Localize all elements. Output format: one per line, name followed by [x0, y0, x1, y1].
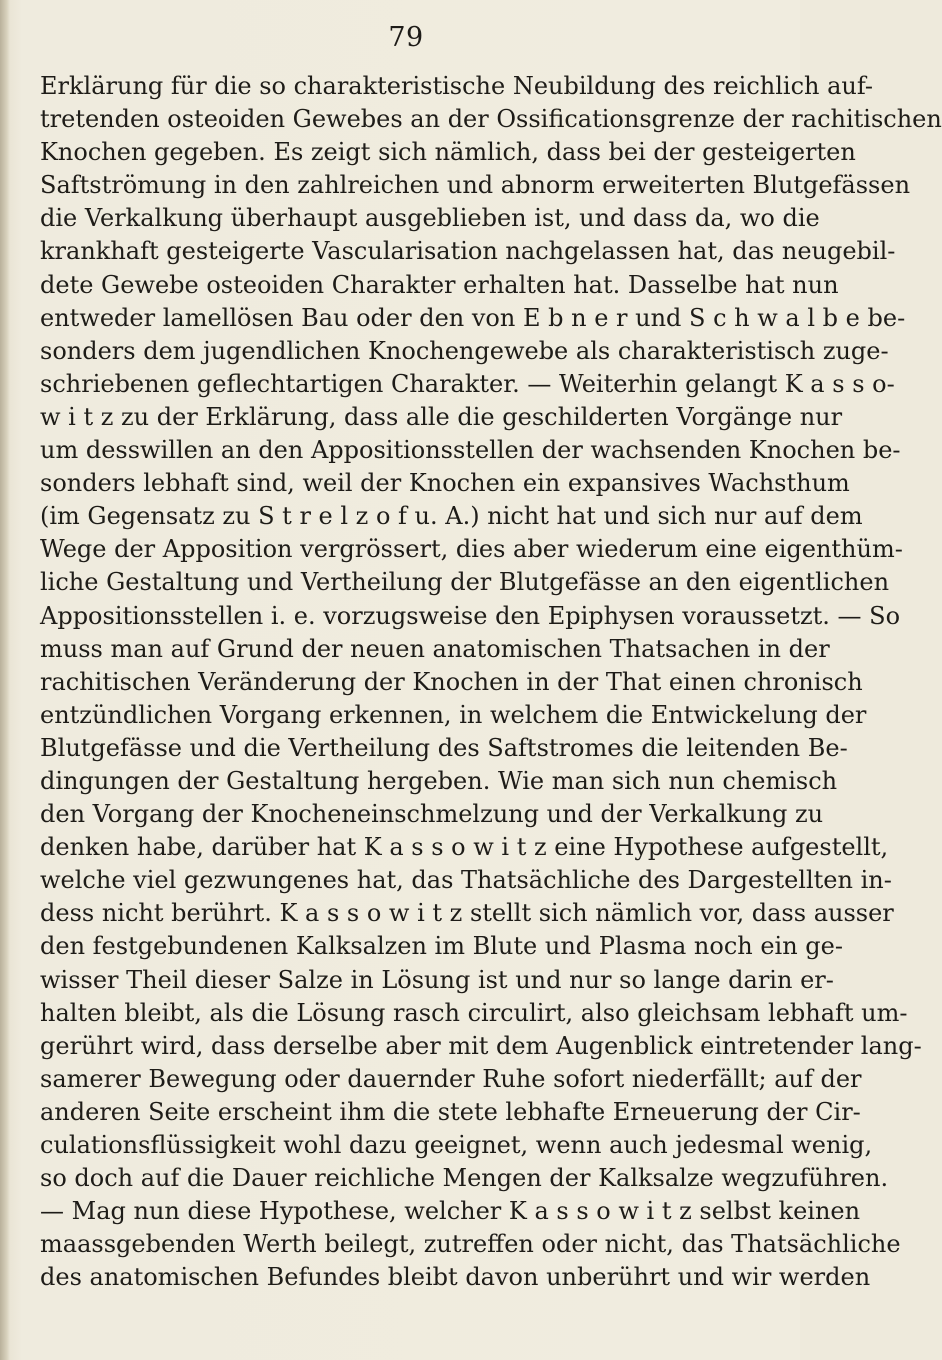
text-line: halten bleibt, als die Lösung rasch circulirt, also gleichsam lebhaft um-	[40, 998, 908, 1027]
text-line: sonders dem jugendlichen Knochengewebe als charakteristisch zuge-	[40, 336, 889, 365]
text-line: culationsflüssigkeit wohl dazu geeignet, wenn auch jedesmal wenig,	[40, 1131, 873, 1159]
text-line: die Verkalkung überhaupt ausgeblieben ist, und dass da, wo die	[40, 204, 820, 233]
text-line: krankhaft gesteigerte Vascularisation nachgelassen hat, das neugebil-	[40, 237, 896, 266]
body-text	[40, 70, 942, 1294]
text-line: samerer Bewegung oder dauernder Ruhe sofort niederfällt; auf der	[40, 1064, 862, 1093]
text-line: Wege der Apposition vergrössert, dies aber wiederum eine eigenthüm-	[40, 535, 903, 564]
text-line: dingungen der Gestaltung hergeben. Wie man sich nun chemisch	[40, 766, 838, 795]
text-line: Knochen gegeben. Es zeigt sich nämlich, dass bei der gesteigerten	[40, 138, 856, 167]
text-line: entweder lamellösen Bau oder den von E b n e r und S c h w a l b e be-	[40, 303, 906, 332]
text-line: w i t z zu der Erklärung, dass alle die geschilderten Vorgänge nur	[40, 402, 843, 431]
text-line: um desswillen an den Appositionsstellen der wachsenden Knochen be-	[40, 436, 901, 465]
text-line: Saftströmung in den zahlreichen und abnorm erweiterten Blutgefässen	[40, 171, 911, 200]
text-line: des anatomischen Befundes bleibt davon unberührt und wir werden	[40, 1263, 871, 1292]
text-line: rachitischen Veränderung der Knochen in der That einen chronisch	[40, 667, 863, 696]
text-line: — Mag nun diese Hypothese, welcher K a s s o w i t z selbst keinen	[40, 1197, 861, 1226]
text-line: gerührt wird, dass derselbe aber mit dem Augenblick eintretender lang-	[40, 1031, 922, 1060]
text-line: Blutgefässe und die Vertheilung des Saftstromes die leitenden Be-	[40, 733, 848, 762]
text-line: (im Gegensatz zu S t r e l z o f u. A.) nicht hat und sich nur auf dem	[40, 502, 863, 531]
text-line: denken habe, darüber hat K a s s o w i t z eine Hypothese aufgestellt,	[40, 833, 889, 862]
text-line: sonders lebhaft sind, weil der Knochen ein expansives Wachsthum	[40, 469, 850, 498]
text-line: entzündlichen Vorgang erkennen, in welchem die Entwickelung der	[40, 700, 867, 729]
text-line: so doch auf die Dauer reichliche Mengen der Kalksalze wegzuführen.	[40, 1164, 889, 1193]
text-line: schriebenen geflechtartigen Charakter. — Weiterhin gelangt K a s s o-	[40, 369, 895, 398]
text-line: wisser Theil dieser Salze in Lösung ist und nur so lange darin er-	[40, 965, 834, 994]
text-line: Appositionsstellen i. e. vorzugsweise den Epiphysen voraussetzt. — So	[40, 601, 901, 630]
page-number: 79	[388, 22, 424, 53]
text-line: den festgebundenen Kalksalzen im Blute und Plasma noch ein ge-	[40, 932, 843, 961]
text-line: Erklärung für die so charakteristische Neubildung des reichlich auf-	[40, 72, 874, 100]
text-line: den Vorgang der Knocheneinschmelzung und der Verkalkung zu	[40, 800, 824, 829]
text-line: liche Gestaltung und Vertheilung der Blutgefässe an den eigentlichen	[40, 568, 890, 597]
text-line: maassgebenden Werth beilegt, zutreffen oder nicht, das Thatsächliche	[40, 1230, 901, 1259]
text-line: welche viel gezwungenes hat, das Thatsächliche des Dargestellten in-	[40, 866, 892, 895]
text-line: anderen Seite erscheint ihm die stete lebhafte Erneuerung der Cir-	[40, 1097, 861, 1126]
text-line: dess nicht berührt. K a s s o w i t z stellt sich nämlich vor, dass ausser	[40, 899, 894, 928]
text-line: dete Gewebe osteoiden Charakter erhalten hat. Dasselbe hat nun	[40, 270, 839, 299]
text-line: muss man auf Grund der neuen anatomischen Thatsachen in der	[40, 634, 830, 663]
binding-edge	[0, 0, 10, 1360]
text-line: tretenden osteoiden Gewebes an der Ossificationsgrenze der rachitischen	[40, 105, 942, 134]
